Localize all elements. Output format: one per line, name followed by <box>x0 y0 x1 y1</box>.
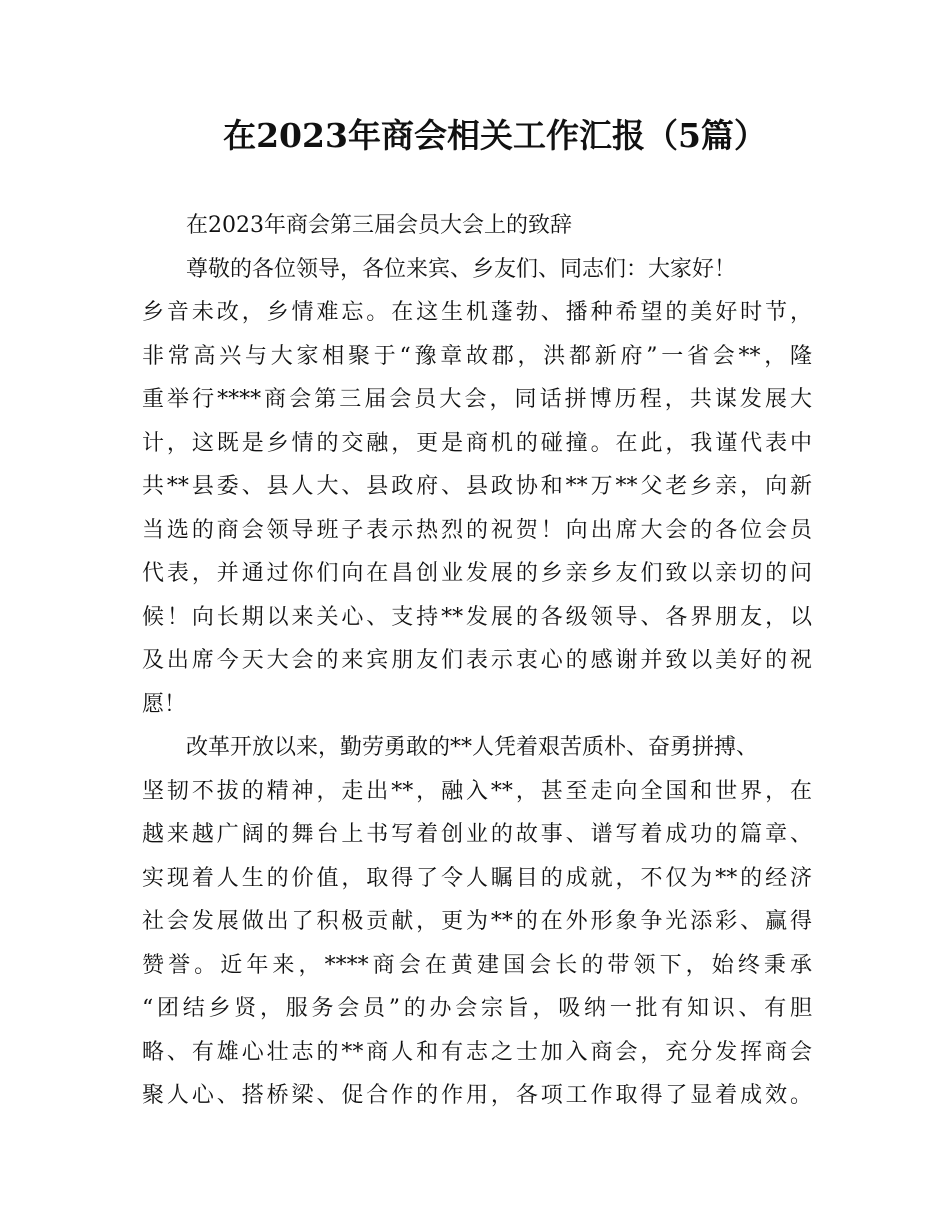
paragraph-line: 坚韧不拔的精神，走出**，融入**，甚至走向全国和世界，在 <box>142 778 812 804</box>
paragraph-line: 愿！ <box>142 691 187 717</box>
paragraph-line: 重举行****商会第三届会员大会，同话拼博历程，共谋发展大 <box>142 387 812 412</box>
paragraph-line: 越来越广阔的舞台上书写着创业的故事、谱写着成功的篇章、 <box>142 822 812 847</box>
paragraph-2 <box>142 726 812 1118</box>
paragraph-line: 及出席今天大会的来宾朋友们表示衷心的感谢并致以美好的祝 <box>142 648 812 673</box>
paragraph-line: 计，这既是乡情的交融，更是商机的碰撞。在此，我谨代表中 <box>142 430 812 456</box>
paragraph-line: 乡音未改，乡情难忘。在这生机蓬勃、播种希望的美好时节， <box>142 300 812 325</box>
paragraph-line: 赞誉。近年来，****商会在黄建国会长的带领下，始终秉承 <box>142 952 812 978</box>
paragraph-line: 社会发展做出了积极贡献，更为**的在外形象争光添彩、赢得 <box>142 909 812 934</box>
paragraph-1 <box>142 291 812 726</box>
paragraph-line: 代表，并通过你们向在昌创业发展的乡亲乡友们致以亲切的问 <box>142 561 812 586</box>
document-title: 在2023年商会相关工作汇报（5篇） <box>223 116 767 155</box>
paragraph-line: 改革开放以来，勤劳勇敢的**人凭着艰苦质朴、奋勇拼搏、 <box>186 735 759 760</box>
paragraph-line: 共**县委、县人大、县政府、县政协和**万**父老乡亲，向新 <box>142 474 812 499</box>
paragraph-line: 实现着人生的价值，取得了令人瞩目的成就，不仅为**的经济 <box>142 865 812 891</box>
greeting-line: 尊敬的各位领导，各位来宾、乡友们、同志们：大家好！ <box>186 256 737 282</box>
paragraph-line: 略、有雄心壮志的**商人和有志之士加入商会，充分发挥商会 <box>142 1039 812 1065</box>
paragraph-line: 非常高兴与大家相聚于“豫章故郡，洪都新府”一省会**，隆 <box>142 343 812 369</box>
paragraph-line: 候！向长期以来关心、支持**发展的各级领导、各界朋友，以 <box>142 604 812 630</box>
paragraph-line: 聚人心、搭桥梁、促合作的作用，各项工作取得了显着成效。 <box>142 1083 812 1108</box>
paragraph-line: “团结乡贤，服务会员”的办会宗旨，吸纳一批有知识、有胆 <box>142 996 812 1021</box>
subheading: 在2023年商会第三届会员大会上的致辞 <box>186 213 572 238</box>
paragraph-line: 当选的商会领导班子表示热烈的祝贺！向出席大会的各位会员 <box>142 517 812 543</box>
document-body <box>142 204 812 1118</box>
